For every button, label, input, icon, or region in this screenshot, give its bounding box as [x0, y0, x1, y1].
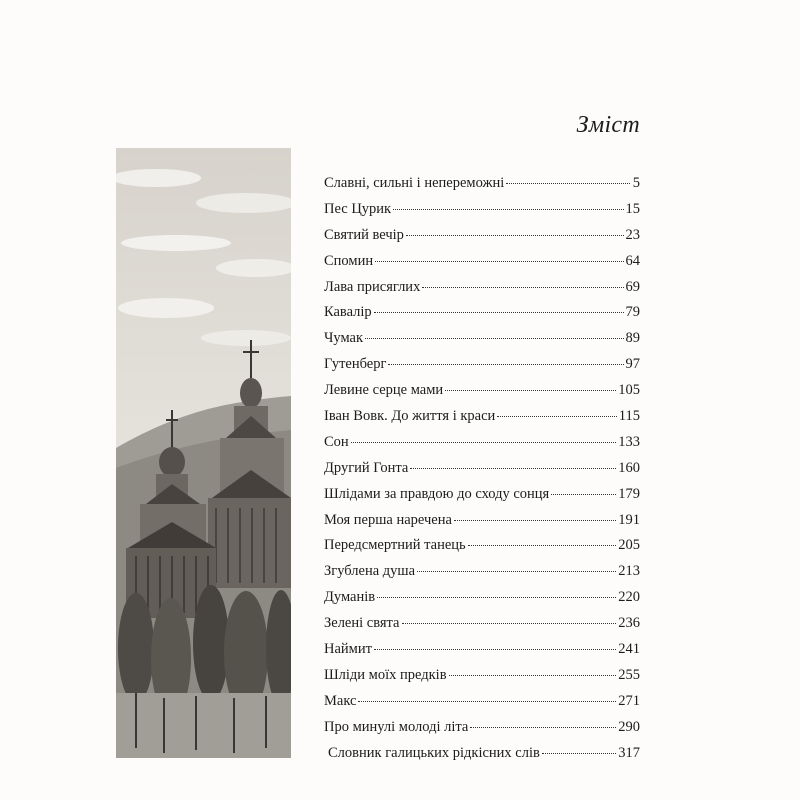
toc-entry-page: 271 [618, 692, 640, 709]
toc-entry[interactable] [324, 641, 640, 667]
toc-entry-title: Кавалір [324, 304, 372, 321]
toc-entry[interactable] [324, 382, 640, 408]
toc-entry-page: 69 [625, 278, 640, 295]
toc-entry[interactable] [324, 201, 640, 227]
toc-leader [365, 338, 623, 339]
toc-leader [410, 468, 616, 469]
toc-entry-title: Чумак [324, 330, 364, 347]
toc-leader [542, 753, 616, 754]
toc-entry-page: 290 [618, 718, 640, 735]
toc-entry[interactable] [324, 745, 640, 771]
toc-entry[interactable] [324, 434, 640, 460]
toc-entry-title: Другий Гонта [324, 459, 409, 476]
toc-entry-title: Макс [324, 692, 357, 709]
toc-leader [374, 649, 616, 650]
toc-leader [406, 235, 624, 236]
toc-entry-page: 64 [625, 252, 640, 269]
page-title: Зміст [576, 112, 640, 138]
toc-leader [402, 623, 617, 624]
toc-entry-page: 317 [618, 744, 640, 761]
toc-entry-page: 220 [618, 589, 640, 606]
toc-entry[interactable] [324, 537, 640, 563]
toc-entry-title: Славні, сильні і непереможні [324, 175, 505, 191]
church-illustration [116, 148, 291, 758]
toc-entry-title: Іван Вовк. До життя і краси [324, 408, 496, 425]
toc-entry-title: Святий вечір [324, 226, 404, 243]
toc-entry-page: 179 [618, 485, 640, 502]
toc-entry[interactable] [324, 460, 640, 486]
toc-entry-page: 89 [625, 330, 640, 347]
toc-leader [375, 261, 623, 262]
toc-entry[interactable] [324, 486, 640, 512]
toc-entry-page: 115 [618, 408, 640, 425]
toc-entry[interactable] [324, 175, 640, 201]
toc-entry[interactable] [324, 330, 640, 356]
toc-entry-title: Зелені свята [324, 615, 400, 632]
toc-leader [377, 597, 616, 598]
toc-entry-page: 105 [618, 382, 640, 399]
toc-entry-page: 236 [618, 615, 640, 632]
table-of-contents [324, 175, 640, 770]
toc-entry[interactable] [324, 408, 640, 434]
toc-entry-title: Наймит [324, 641, 372, 658]
toc-leader [393, 209, 623, 210]
toc-entry[interactable] [324, 563, 640, 589]
toc-entry-title: Левине серце мами [324, 382, 444, 399]
toc-entry-title: Словник галицьких рідкісних слів [328, 744, 540, 761]
toc-entry-title: Про минулі молоді літа [324, 718, 469, 735]
toc-entry[interactable] [324, 719, 640, 745]
toc-leader [449, 675, 617, 676]
toc-leader [417, 571, 616, 572]
toc-leader [358, 701, 616, 702]
toc-entry[interactable] [324, 356, 640, 382]
toc-entry-page: 79 [625, 304, 640, 321]
toc-leader [351, 442, 617, 443]
toc-entry-page: 15 [625, 200, 640, 217]
toc-entry-title: Думанів [324, 589, 376, 606]
toc-entry[interactable] [324, 512, 640, 538]
toc-entry[interactable] [324, 304, 640, 330]
toc-entry-page: 213 [618, 563, 640, 580]
toc-entry-title: Сон [324, 433, 349, 450]
toc-entry-page: 255 [618, 666, 640, 683]
toc-entry[interactable] [324, 279, 640, 305]
toc-entry-title: Спомин [324, 252, 374, 269]
toc-entry-page: 97 [625, 356, 640, 373]
toc-entry[interactable] [324, 589, 640, 615]
toc-leader [470, 727, 616, 728]
toc-entry-page: 205 [618, 537, 640, 554]
toc-entry-page: 133 [618, 433, 640, 450]
toc-leader [454, 520, 616, 521]
toc-entry[interactable] [324, 693, 640, 719]
toc-entry-page: 191 [618, 511, 640, 528]
toc-entry[interactable] [324, 667, 640, 693]
toc-entry-page: 160 [618, 459, 640, 476]
toc-entry-page: 23 [625, 226, 640, 243]
toc-leader [388, 364, 623, 365]
toc-entry-page: 241 [618, 641, 640, 658]
toc-entry-title: Шліди моїх предків [324, 666, 447, 683]
toc-entry-title: Передсмертний танець [324, 537, 466, 554]
toc-entry-title: Шлідами за правдою до сходу сонця [324, 485, 550, 502]
toc-entry-title: Пес Цурик [324, 200, 392, 217]
toc-entry-title: Згублена душа [324, 563, 416, 580]
toc-entry-title: Моя перша наречена [324, 511, 452, 528]
toc-entry-page: 5 [632, 175, 640, 191]
toc-leader [374, 312, 624, 313]
toc-leader [422, 287, 623, 288]
toc-entry-title: Гутенберг [324, 356, 387, 373]
toc-entry-title: Лава присяглих [324, 278, 421, 295]
toc-leader [468, 545, 617, 546]
toc-leader [497, 416, 617, 417]
toc-leader [506, 183, 630, 184]
toc-entry[interactable] [324, 227, 640, 253]
toc-leader [445, 390, 616, 391]
toc-entry[interactable] [324, 253, 640, 279]
toc-leader [551, 494, 616, 495]
toc-entry[interactable] [324, 615, 640, 641]
